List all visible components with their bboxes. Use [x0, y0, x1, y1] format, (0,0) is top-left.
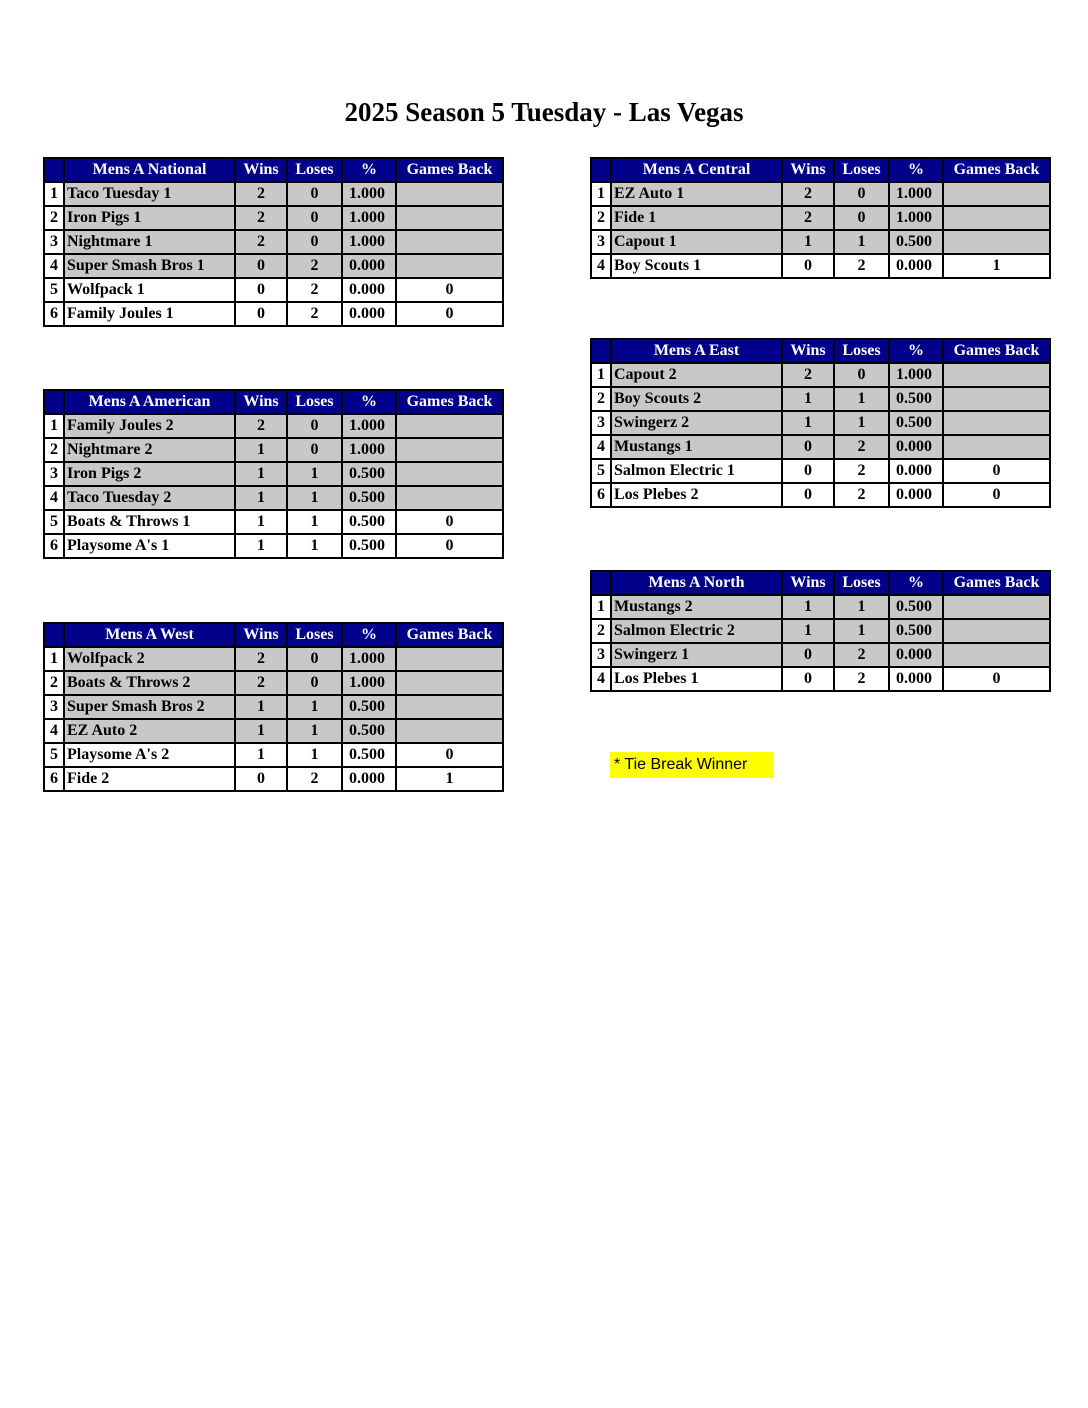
- wins-cell: 0: [782, 254, 834, 278]
- wins-cell: 0: [235, 767, 287, 791]
- header-division-name: Mens A West: [64, 623, 235, 647]
- pct-cell: 0.000: [889, 483, 943, 507]
- table-header-row: [591, 571, 1050, 595]
- team-cell: Taco Tuesday 2: [64, 486, 235, 510]
- wins-cell: 1: [782, 230, 834, 254]
- table-row: [44, 534, 503, 558]
- rank-cell: 3: [591, 643, 611, 667]
- pct-cell: 1.000: [889, 363, 943, 387]
- pct-cell: 0.000: [889, 435, 943, 459]
- rank-cell: 2: [591, 619, 611, 643]
- header-division-name: Mens A Central: [611, 158, 782, 182]
- games-back-cell: [943, 230, 1050, 254]
- pct-cell: 0.000: [342, 278, 396, 302]
- table-header-row: [591, 158, 1050, 182]
- loses-cell: 1: [287, 695, 342, 719]
- page-title: 2025 Season 5 Tuesday - Las Vegas: [344, 97, 744, 127]
- team-cell: Family Joules 1: [64, 302, 235, 326]
- rank-cell: 2: [44, 671, 64, 695]
- team-cell: Nightmare 2: [64, 438, 235, 462]
- games-back-cell: [396, 719, 503, 743]
- header-pct: %: [889, 339, 943, 363]
- table-row: [591, 230, 1050, 254]
- pct-cell: 0.000: [342, 302, 396, 326]
- pct-cell: 1.000: [342, 182, 396, 206]
- team-cell: Taco Tuesday 1: [64, 182, 235, 206]
- header-division-name: Mens A East: [611, 339, 782, 363]
- rank-cell: 2: [591, 206, 611, 230]
- table-row: [591, 254, 1050, 278]
- team-cell: Super Smash Bros 2: [64, 695, 235, 719]
- team-cell: Nightmare 1: [64, 230, 235, 254]
- header-loses: Loses: [834, 339, 889, 363]
- table-row: [44, 767, 503, 791]
- table-row: [591, 595, 1050, 619]
- table-row: [44, 647, 503, 671]
- table-row: [44, 414, 503, 438]
- header-rank: [591, 339, 611, 363]
- loses-cell: 0: [287, 182, 342, 206]
- games-back-cell: 0: [396, 278, 503, 302]
- team-cell: Family Joules 2: [64, 414, 235, 438]
- rank-cell: 5: [44, 510, 64, 534]
- rank-cell: 2: [44, 438, 64, 462]
- rank-cell: 4: [44, 486, 64, 510]
- loses-cell: 2: [834, 435, 889, 459]
- table-row: [591, 363, 1050, 387]
- pct-cell: 1.000: [342, 438, 396, 462]
- header-pct: %: [342, 623, 396, 647]
- wins-cell: 2: [235, 647, 287, 671]
- header-rank: [44, 158, 64, 182]
- header-rank: [591, 571, 611, 595]
- wins-cell: 1: [235, 695, 287, 719]
- loses-cell: 1: [834, 411, 889, 435]
- table-row: [591, 411, 1050, 435]
- team-cell: Wolfpack 2: [64, 647, 235, 671]
- header-division-name: Mens A American: [64, 390, 235, 414]
- wins-cell: 1: [782, 411, 834, 435]
- table-row: [44, 438, 503, 462]
- header-loses: Loses: [287, 623, 342, 647]
- pct-cell: 0.000: [889, 459, 943, 483]
- games-back-cell: 0: [943, 667, 1050, 691]
- loses-cell: 1: [834, 387, 889, 411]
- rank-cell: 5: [44, 278, 64, 302]
- rank-cell: 6: [44, 302, 64, 326]
- rank-cell: 6: [44, 767, 64, 791]
- pct-cell: 1.000: [889, 206, 943, 230]
- table-row: [591, 619, 1050, 643]
- table-row: [591, 182, 1050, 206]
- pct-cell: 0.000: [889, 643, 943, 667]
- rank-cell: 3: [44, 695, 64, 719]
- header-games-back: Games Back: [396, 623, 503, 647]
- header-loses: Loses: [287, 158, 342, 182]
- wins-cell: 1: [235, 534, 287, 558]
- rank-cell: 5: [44, 743, 64, 767]
- loses-cell: 0: [287, 206, 342, 230]
- games-back-cell: 0: [396, 302, 503, 326]
- team-cell: Super Smash Bros 1: [64, 254, 235, 278]
- table-row: [44, 206, 503, 230]
- loses-cell: 1: [287, 486, 342, 510]
- wins-cell: 0: [235, 278, 287, 302]
- table-row: [44, 671, 503, 695]
- loses-cell: 1: [287, 534, 342, 558]
- standings-table-national: [43, 157, 504, 327]
- pct-cell: 0.000: [889, 667, 943, 691]
- pct-cell: 0.000: [889, 254, 943, 278]
- wins-cell: 0: [235, 254, 287, 278]
- pct-cell: 0.500: [889, 595, 943, 619]
- standings-table-west: [43, 622, 504, 792]
- games-back-cell: [943, 595, 1050, 619]
- header-wins: Wins: [782, 571, 834, 595]
- rank-cell: 1: [591, 363, 611, 387]
- rank-cell: 5: [591, 459, 611, 483]
- games-back-cell: [396, 695, 503, 719]
- pct-cell: 0.500: [342, 510, 396, 534]
- team-cell: Capout 2: [611, 363, 782, 387]
- loses-cell: 1: [834, 595, 889, 619]
- games-back-cell: [943, 206, 1050, 230]
- header-wins: Wins: [782, 158, 834, 182]
- pct-cell: 1.000: [342, 647, 396, 671]
- loses-cell: 0: [287, 647, 342, 671]
- wins-cell: 2: [235, 206, 287, 230]
- games-back-cell: [396, 254, 503, 278]
- standings-table-american: [43, 389, 504, 559]
- loses-cell: 2: [834, 459, 889, 483]
- header-games-back: Games Back: [396, 158, 503, 182]
- loses-cell: 0: [834, 363, 889, 387]
- table-row: [44, 462, 503, 486]
- rank-cell: 6: [44, 534, 64, 558]
- team-cell: Boats & Throws 2: [64, 671, 235, 695]
- loses-cell: 1: [834, 619, 889, 643]
- pct-cell: 0.500: [342, 486, 396, 510]
- table-row: [44, 254, 503, 278]
- pct-cell: 0.500: [889, 230, 943, 254]
- games-back-cell: 0: [396, 534, 503, 558]
- header-wins: Wins: [235, 623, 287, 647]
- header-games-back: Games Back: [943, 158, 1050, 182]
- loses-cell: 0: [287, 671, 342, 695]
- table-row: [44, 302, 503, 326]
- rank-cell: 2: [591, 387, 611, 411]
- games-back-cell: [396, 182, 503, 206]
- team-cell: Mustangs 1: [611, 435, 782, 459]
- wins-cell: 2: [235, 230, 287, 254]
- wins-cell: 0: [782, 483, 834, 507]
- table-row: [44, 230, 503, 254]
- wins-cell: 2: [235, 671, 287, 695]
- loses-cell: 1: [834, 230, 889, 254]
- team-cell: Fide 2: [64, 767, 235, 791]
- team-cell: Swingerz 2: [611, 411, 782, 435]
- team-cell: Boats & Throws 1: [64, 510, 235, 534]
- games-back-cell: [943, 435, 1050, 459]
- games-back-cell: [396, 414, 503, 438]
- header-loses: Loses: [287, 390, 342, 414]
- rank-cell: 1: [44, 182, 64, 206]
- rank-cell: 1: [44, 647, 64, 671]
- rank-cell: 3: [44, 230, 64, 254]
- pct-cell: 0.500: [342, 462, 396, 486]
- team-cell: EZ Auto 1: [611, 182, 782, 206]
- wins-cell: 2: [235, 414, 287, 438]
- header-rank: [591, 158, 611, 182]
- header-loses: Loses: [834, 571, 889, 595]
- pct-cell: 1.000: [342, 230, 396, 254]
- header-division-name: Mens A North: [611, 571, 782, 595]
- rank-cell: 4: [591, 667, 611, 691]
- wins-cell: 0: [782, 667, 834, 691]
- rank-cell: 4: [591, 435, 611, 459]
- pct-cell: 1.000: [342, 671, 396, 695]
- header-pct: %: [889, 571, 943, 595]
- header-pct: %: [889, 158, 943, 182]
- table-header-row: [44, 390, 503, 414]
- loses-cell: 0: [834, 206, 889, 230]
- pct-cell: 1.000: [889, 182, 943, 206]
- standings-table-north: [590, 570, 1051, 692]
- header-games-back: Games Back: [943, 339, 1050, 363]
- wins-cell: 2: [782, 182, 834, 206]
- loses-cell: 2: [287, 254, 342, 278]
- team-cell: Capout 1: [611, 230, 782, 254]
- games-back-cell: [943, 619, 1050, 643]
- table-row: [591, 206, 1050, 230]
- team-cell: Salmon Electric 1: [611, 459, 782, 483]
- team-cell: EZ Auto 2: [64, 719, 235, 743]
- table-row: [44, 182, 503, 206]
- loses-cell: 0: [287, 230, 342, 254]
- loses-cell: 1: [287, 719, 342, 743]
- header-wins: Wins: [782, 339, 834, 363]
- rank-cell: 3: [591, 230, 611, 254]
- rank-cell: 3: [591, 411, 611, 435]
- header-division-name: Mens A National: [64, 158, 235, 182]
- team-cell: Los Plebes 2: [611, 483, 782, 507]
- wins-cell: 1: [235, 486, 287, 510]
- pct-cell: 0.500: [889, 411, 943, 435]
- wins-cell: 1: [782, 619, 834, 643]
- team-cell: Salmon Electric 2: [611, 619, 782, 643]
- table-row: [591, 643, 1050, 667]
- pct-cell: 0.500: [342, 743, 396, 767]
- table-header-row: [591, 339, 1050, 363]
- wins-cell: 1: [235, 743, 287, 767]
- loses-cell: 2: [834, 643, 889, 667]
- header-rank: [44, 623, 64, 647]
- rank-cell: 6: [591, 483, 611, 507]
- standings-table-east: [590, 338, 1051, 508]
- team-cell: Playsome A's 2: [64, 743, 235, 767]
- table-row: [591, 435, 1050, 459]
- pct-cell: 0.000: [342, 767, 396, 791]
- rank-cell: 4: [591, 254, 611, 278]
- games-back-cell: [396, 206, 503, 230]
- team-cell: Los Plebes 1: [611, 667, 782, 691]
- games-back-cell: 0: [943, 483, 1050, 507]
- games-back-cell: [943, 182, 1050, 206]
- loses-cell: 2: [287, 302, 342, 326]
- wins-cell: 1: [782, 595, 834, 619]
- games-back-cell: 1: [943, 254, 1050, 278]
- wins-cell: 2: [782, 363, 834, 387]
- loses-cell: 2: [834, 254, 889, 278]
- games-back-cell: 0: [396, 510, 503, 534]
- team-cell: Fide 1: [611, 206, 782, 230]
- rank-cell: 4: [44, 254, 64, 278]
- table-row: [591, 387, 1050, 411]
- pct-cell: 1.000: [342, 414, 396, 438]
- table-row: [591, 459, 1050, 483]
- table-row: [44, 743, 503, 767]
- loses-cell: 2: [287, 767, 342, 791]
- games-back-cell: 0: [943, 459, 1050, 483]
- wins-cell: 2: [235, 182, 287, 206]
- team-cell: Iron Pigs 1: [64, 206, 235, 230]
- loses-cell: 1: [287, 510, 342, 534]
- games-back-cell: [396, 671, 503, 695]
- header-pct: %: [342, 158, 396, 182]
- table-header-row: [44, 623, 503, 647]
- pct-cell: 0.500: [889, 619, 943, 643]
- table-row: [44, 695, 503, 719]
- rank-cell: 3: [44, 462, 64, 486]
- loses-cell: 0: [834, 182, 889, 206]
- loses-cell: 2: [834, 483, 889, 507]
- pct-cell: 0.000: [342, 254, 396, 278]
- header-games-back: Games Back: [943, 571, 1050, 595]
- games-back-cell: [943, 387, 1050, 411]
- games-back-cell: [396, 230, 503, 254]
- header-games-back: Games Back: [396, 390, 503, 414]
- table-row: [44, 510, 503, 534]
- loses-cell: 0: [287, 438, 342, 462]
- pct-cell: 0.500: [342, 719, 396, 743]
- wins-cell: 0: [782, 435, 834, 459]
- wins-cell: 1: [235, 438, 287, 462]
- games-back-cell: [943, 363, 1050, 387]
- team-cell: Swingerz 1: [611, 643, 782, 667]
- header-pct: %: [342, 390, 396, 414]
- pct-cell: 0.500: [342, 534, 396, 558]
- loses-cell: 2: [834, 667, 889, 691]
- loses-cell: 1: [287, 462, 342, 486]
- games-back-cell: 1: [396, 767, 503, 791]
- games-back-cell: [943, 411, 1050, 435]
- header-loses: Loses: [834, 158, 889, 182]
- rank-cell: 1: [591, 182, 611, 206]
- table-row: [44, 278, 503, 302]
- team-cell: Boy Scouts 2: [611, 387, 782, 411]
- games-back-cell: 0: [396, 743, 503, 767]
- table-row: [44, 719, 503, 743]
- pct-cell: 0.500: [342, 695, 396, 719]
- rank-cell: 1: [44, 414, 64, 438]
- table-header-row: [44, 158, 503, 182]
- team-cell: Iron Pigs 2: [64, 462, 235, 486]
- wins-cell: 0: [782, 643, 834, 667]
- wins-cell: 1: [235, 462, 287, 486]
- tie-break-legend: * Tie Break Winner: [610, 752, 774, 778]
- wins-cell: 2: [782, 206, 834, 230]
- pct-cell: 0.500: [889, 387, 943, 411]
- loses-cell: 2: [287, 278, 342, 302]
- pct-cell: 1.000: [342, 206, 396, 230]
- rank-cell: 4: [44, 719, 64, 743]
- header-wins: Wins: [235, 158, 287, 182]
- games-back-cell: [396, 438, 503, 462]
- team-cell: Wolfpack 1: [64, 278, 235, 302]
- team-cell: Boy Scouts 1: [611, 254, 782, 278]
- wins-cell: 1: [235, 510, 287, 534]
- table-row: [44, 486, 503, 510]
- wins-cell: 1: [235, 719, 287, 743]
- team-cell: Mustangs 2: [611, 595, 782, 619]
- standings-table-central: [590, 157, 1051, 279]
- wins-cell: 0: [235, 302, 287, 326]
- wins-cell: 1: [782, 387, 834, 411]
- loses-cell: 0: [287, 414, 342, 438]
- table-row: [591, 667, 1050, 691]
- wins-cell: 0: [782, 459, 834, 483]
- header-wins: Wins: [235, 390, 287, 414]
- games-back-cell: [396, 647, 503, 671]
- rank-cell: 1: [591, 595, 611, 619]
- rank-cell: 2: [44, 206, 64, 230]
- header-rank: [44, 390, 64, 414]
- loses-cell: 1: [287, 743, 342, 767]
- games-back-cell: [396, 462, 503, 486]
- games-back-cell: [943, 643, 1050, 667]
- games-back-cell: [396, 486, 503, 510]
- table-row: [591, 483, 1050, 507]
- team-cell: Playsome A's 1: [64, 534, 235, 558]
